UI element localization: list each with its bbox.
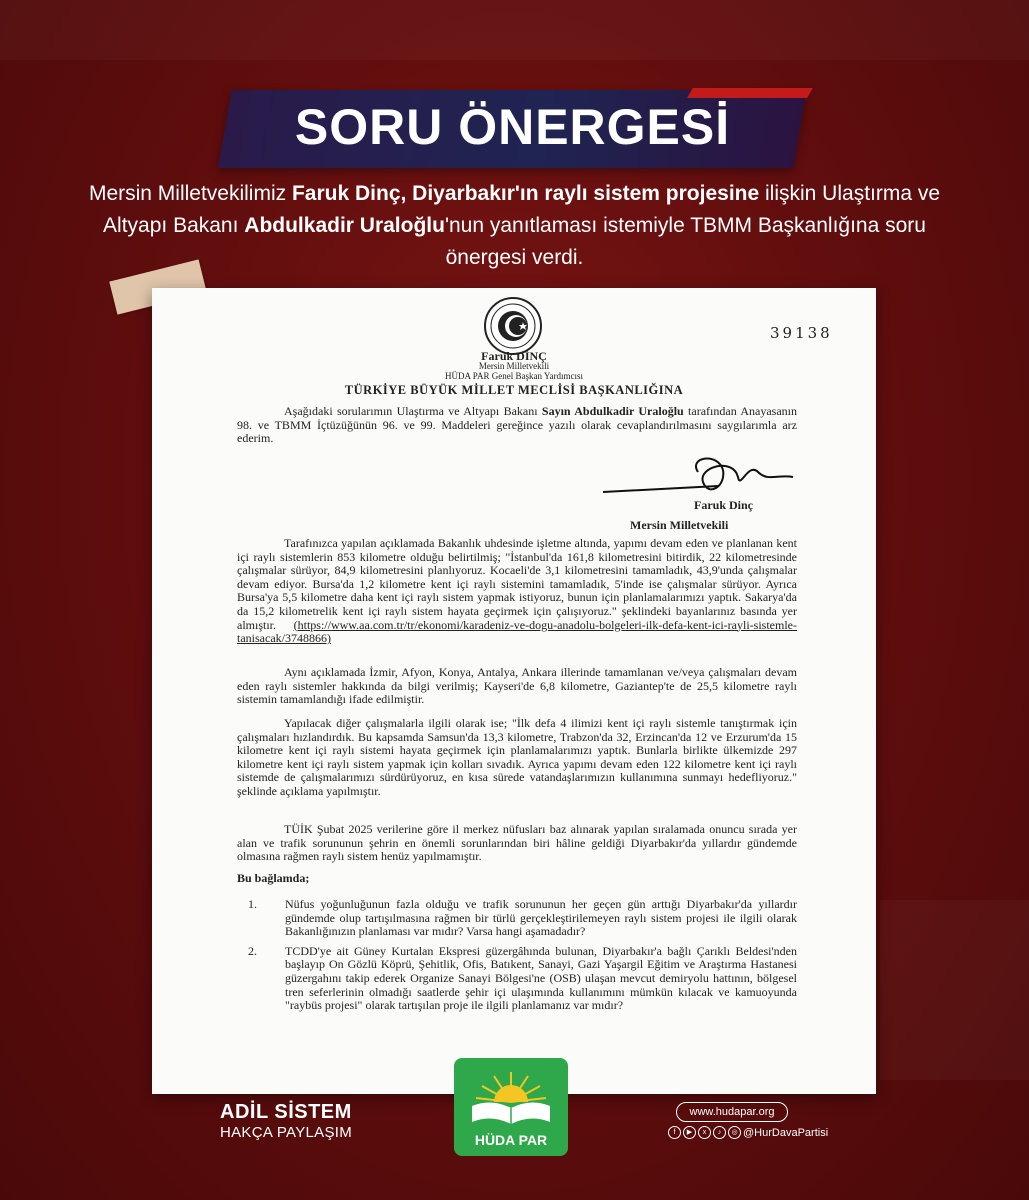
request-minister: Sayın Abdulkadir Uraloğlu — [541, 404, 684, 418]
paragraph-3: Yapılacak diğer çalışmalarla ilgili olarak ise; "İlk defa 4 ilimizi kent içi raylı sistemle tanıştırmak için çalışmaları hızlandırdık. Bu kapsamda Samsun'da 13,3 kilometre, Trabzon'da 32, Erzincan'da 12 ve Erzurum'da 15 kilometre kent içi raylı sistemi hayata geçirmek için planlamalarımızı yaptık. Bunlarla birlikte ülkemizde 297 kilometre kent içi raylı sistem yapmak için kolları sıvadık. Ayrıca yapımı devam eden 122 kilometre kent içi raylı sistemde de çalışmalarımızı sürdürüyoruz, en kısa sürede vatandaşlarımızın kullanımına sunmayı hedefliyoruz." şeklinde açıklama yapılmıştır. — [237, 716, 797, 798]
intro-bold: Abdulkadir Uraloğlu — [244, 214, 445, 237]
website-link[interactable]: www.hudapar.org — [676, 1102, 788, 1122]
instagram-icon[interactable]: ◎ — [728, 1126, 741, 1139]
sender-role-2: HÜDA PAR Genel Başkan Yardımcısı — [445, 371, 583, 381]
question-number: 2. — [248, 943, 257, 958]
youtube-icon[interactable]: ▶ — [683, 1126, 696, 1139]
question-text: Nüfus yoğunluğunun fazla olduğu ve trafik sorununun her geçen gün arttığı Diyarbakır'da yıllardır gündemde olup tartışılmasına rağmen bir türlü gerçekleştirilemeyen raylı sistem projesi ile ilgili olarak Bakanlığınızın planlaması var mıdır? Varsa hangi aşamadadır? — [285, 897, 797, 939]
signature-title: Mersin Milletvekili — [630, 518, 729, 532]
x-icon[interactable]: x — [698, 1126, 711, 1139]
request-part: tarafından Anayasanın 98. ve TBMM İçtüzüğünün 96. ve 99. Maddeleri gereğince yazılı olarak cevaplandırılmasını saygılarımla arz ederim. — [237, 404, 798, 446]
source-link[interactable]: (https://www.aa.com.tr/tr/ekonomi/karadeniz-ve-dogu-anadolu-bolgeleri-ilk-defa-kent-ici-rayli-sistemle-tanisacak/3748866) — [237, 617, 797, 646]
banner-accent — [687, 88, 813, 98]
facebook-icon[interactable]: f — [668, 1126, 681, 1139]
paragraph-1 — [237, 537, 797, 646]
sender-name: Faruk DİNÇ — [481, 349, 547, 363]
question-number: 1. — [248, 897, 257, 911]
social-links — [668, 1126, 828, 1139]
addressee-heading: TÜRKİYE BÜYÜK MİLLET MECLİSİ BAŞKANLIĞINA — [344, 383, 684, 397]
intro-part: Mersin Milletvekilimiz — [88, 182, 292, 205]
intro-bold: Faruk Dinç, Diyarbakır'ın raylı sistem projesine — [291, 182, 760, 205]
question-text: TCDD'ye ait Güney Kurtalan Ekspresi güzergâhında bulunan, Diyarbakır'a bağlı Çarıklı Beldesi'nden başlayıp On Gözlü Köprü, Şehitlik, Ofis, Batıkent, Sanayi, Gazi Yaşargil Eğitim ve Araştırma Hastanesi güzergahını takip ederek Organize Sanayi Bölgesi'ne (OSB) ulaşan mevcut demiryolu hattının, bölgesel tren seferlerinin olmadığı saatlerde şehir içi ulaşımında kullanımını mümkün kılacak ve kamuoyunda "raybüs projesi" olarak tartışılan proje ile ilgili planlamanız var mıdır? — [285, 943, 797, 1013]
paragraph-text: Tarafınızca yapılan açıklamada Bakanlık uhdesinde işletme altında, yapımı devam eden ve planlanan kent içi raylı sistemlerin 853 kilometre olduğu belirtilmiş; "İstanbul'da 161,8 kilometresini bitirdik, 22 kilometresinde çalışmalar sürüyor, 84,9 kilometresini planlıyoruz. Kocaeli'de 3,1 kilometresini tamamladık, 43,9'unda çalışmalar devam ediyor. Bursa'da 1,2 kilometre kent içi raylı sistemini tamamladık, 5'inde ise çalışmalar sürüyor. Ayrıca Bursa'ya 5,5 kilometre daha kent içi raylı sistem yapmak istiyoruz, bunun için planlamalarımızı yaptık. Sakarya'da da 15,2 kilometrelik kent içi raylı sistem hayata geçirmek için çalışıyoruz." şeklindeki bayanlarınız basında yer almıştır. — [237, 536, 797, 632]
paragraph-4: TÜİK Şubat 2025 verilerine göre il merkez nüfusları baz alınarak yapılan sıralamada onuncu sırada yer alan ve trafik sorununun şehrin en önemli sorunlarından biri hâline geldiği Diyarbakır'da yıllardır gündemde olmasına rağmen raylı sistem henüz yapılmamıştır. — [237, 822, 797, 864]
sender-role: Mersin Milletvekili — [478, 361, 550, 371]
tbmm-seal-icon — [483, 296, 543, 356]
request-paragraph — [237, 405, 797, 446]
question-list — [248, 898, 797, 1019]
background-pattern — [0, 0, 1029, 60]
intro-part: ilişkin Ulaştırma ve Altyapı Bakanı — [103, 182, 941, 237]
request-part: Aşağıdaki sorularımın Ulaştırma ve Altyapı Bakanı — [284, 404, 542, 418]
context-label: Bu bağlamda; — [237, 871, 310, 885]
logo-text: HÜDA PAR — [474, 1132, 548, 1148]
list-item — [248, 945, 797, 1013]
tiktok-icon[interactable]: ♪ — [713, 1126, 726, 1139]
page-title: SORU ÖNERGESİ — [294, 99, 731, 155]
slogan-bottom: HAKÇA PAYLAŞIM — [220, 1124, 353, 1141]
list-item — [248, 898, 797, 939]
social-handle[interactable]: @HurDavaPartisi — [743, 1126, 829, 1139]
document-number: 39138 — [770, 324, 833, 342]
paragraph-2: Aynı açıklamada İzmir, Afyon, Konya, Antalya, Ankara illerinde tamamlanan ve/veya çalışmaları devam eden raylı sistemler hakkında da bilgi verilmiş; Kayseri'de 6,8 kilometre, Gaziantep'te de 25,5 kilometre raylı sistemin tamamlandığı ifade edilmiştir. — [237, 665, 797, 707]
intro-part: 'nun yanıtlaması istemiyle TBMM Başkanlığına soru önergesi verdi. — [444, 214, 926, 269]
slogan-top: ADİL SİSTEM — [220, 1101, 352, 1123]
signature-name: Faruk Dinç — [694, 498, 754, 512]
background-pattern — [880, 900, 1029, 1080]
